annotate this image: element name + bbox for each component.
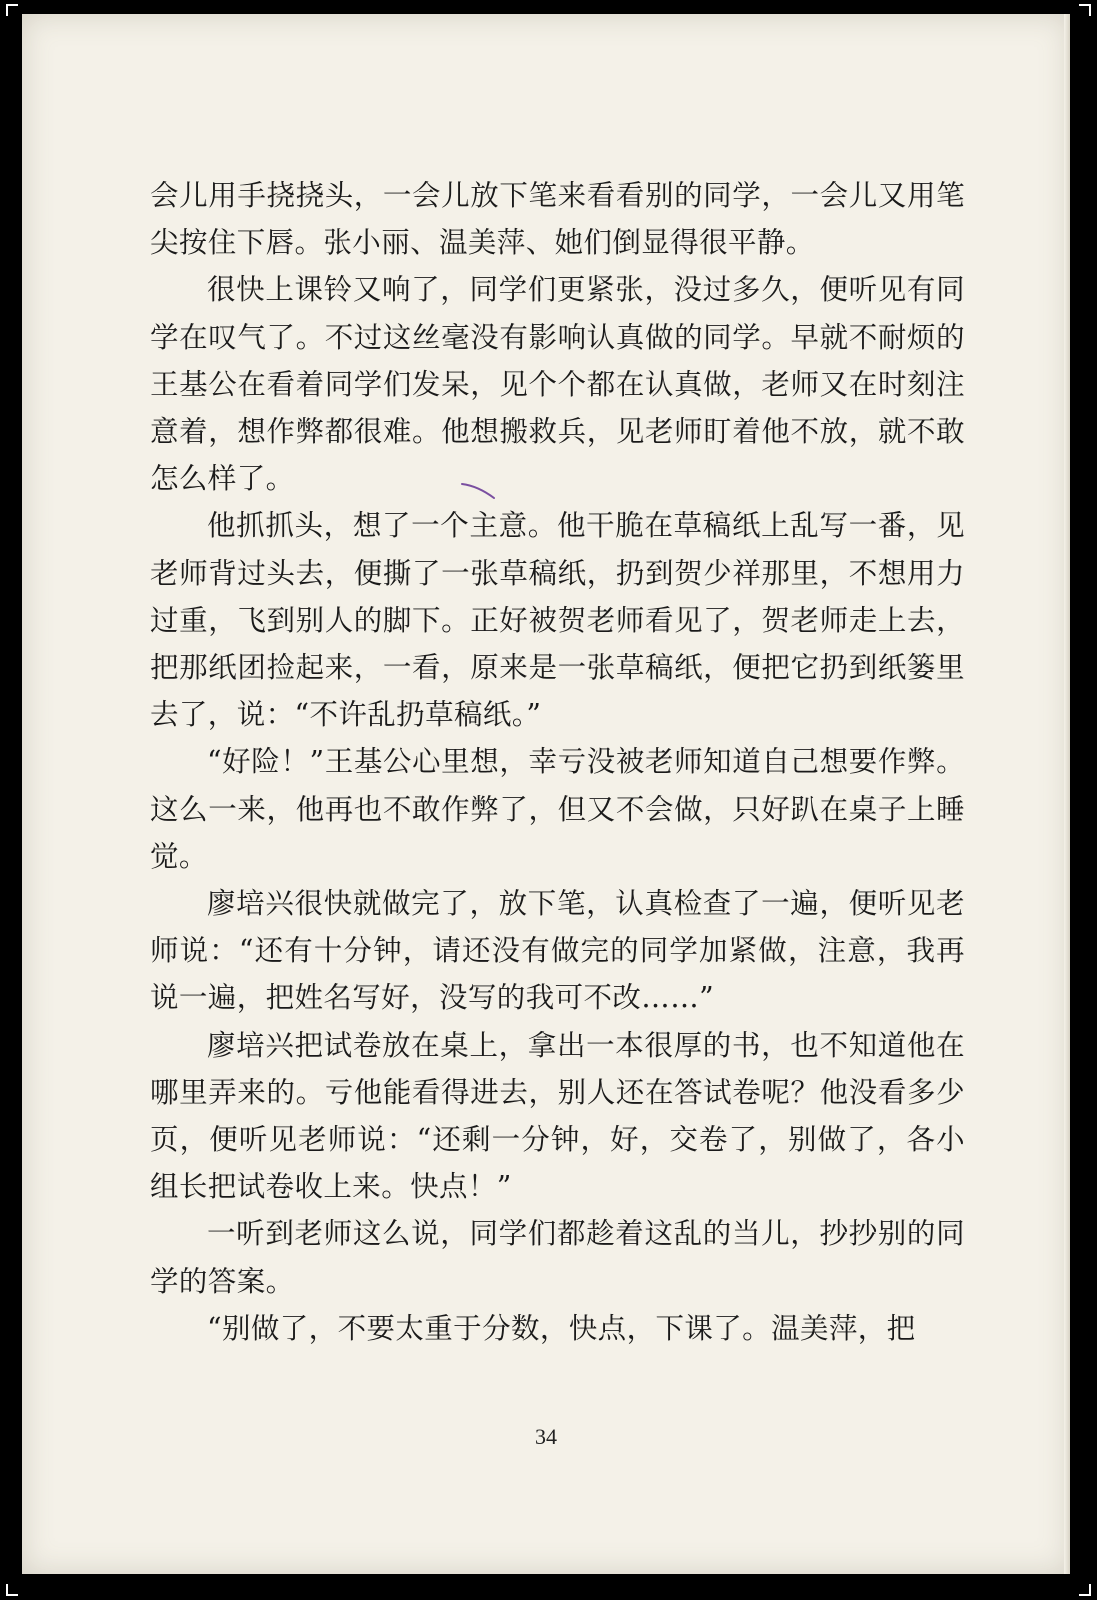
scan-crop-mark xyxy=(6,4,18,16)
scan-crop-mark xyxy=(6,1584,18,1596)
paragraph: 廖培兴很快就做完了，放下笔，认真检查了一遍，便听见老师说：“还有十分钟，请还没有做完的同学加紧做，注意，我再说一遍，把姓名写好，没写的我可不改……” xyxy=(150,887,965,1015)
paragraph: 廖培兴把试卷放在桌上，拿出一本很厚的书，也不知道他在哪里弄来的。亏他能看得进去，别人还在答试卷呢？他没看多少页，便听见老师说：“还剩一分钟，好，交卷了，别做了，各小组长把试卷收上来。快点！” xyxy=(150,1028,965,1204)
page-number: 34 xyxy=(535,1424,557,1449)
paragraph: “好险！”王基公心里想，幸亏没被老师知道自己想要作弊。这么一来，他再也不敢作弊了，但又不会做，只好趴在桌子上睡觉。 xyxy=(150,745,965,873)
scan-crop-mark xyxy=(1079,1584,1091,1596)
paragraph: 一听到老师这么说，同学们都趁着这乱的当儿，抄抄别的同学的答案。 xyxy=(150,1217,965,1298)
paragraph: 会儿用手挠挠头，一会儿放下笔来看看别的同学，一会儿又用笔尖按住下唇。张小丽、温美萍、她们倒显得很平静。 xyxy=(150,179,965,260)
page-edge xyxy=(1064,14,1070,1574)
paragraph: 他抓抓头，想了一个主意。他干脆在草稿纸上乱写一番，见老师背过头去，便撕了一张草稿纸，扔到贺少祥那里，不想用力过重，飞到别人的脚下。正好被贺老师看见了，贺老师走上去，把那纸团捡起来，一看，原来是一张草稿纸，便把它扔到纸篓里去了，说：“不许乱扔草稿纸。” xyxy=(150,509,965,732)
paragraph: “别做了，不要太重于分数，快点，下课了。温美萍，把 xyxy=(207,1311,916,1345)
book-page xyxy=(22,14,1070,1574)
scan-crop-mark xyxy=(1079,4,1091,16)
paragraph: 很快上课铃又响了，同学们更紧张，没过多久，便听见有同学在叹气了。不过这丝毫没有影响认真做的同学。早就不耐烦的王基公在看着同学们发呆，见个个都在认真做，老师又在时刻注意着，想作弊都很难。他想搬救兵，见老师盯着他不放，就不敢怎么样了。 xyxy=(150,273,965,496)
body-text xyxy=(150,172,965,1352)
